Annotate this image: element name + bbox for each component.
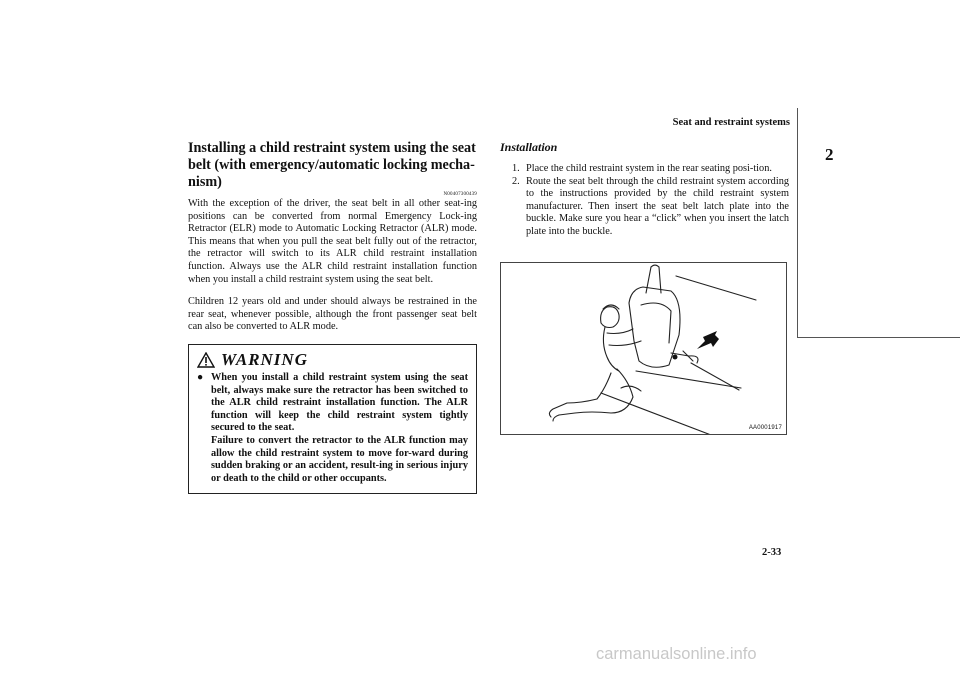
- chapter-tab: [797, 108, 960, 338]
- step-number: 2.: [512, 175, 520, 187]
- warning-box: [188, 344, 477, 494]
- running-header: Seat and restraint systems: [672, 117, 790, 128]
- chapter-number: 2: [825, 145, 834, 164]
- warning-text-line-2: Failure to convert the retractor to the ALR function may allow the child restraint system to move for-ward during sudden braking or an accident, result-ing in serious injury or death to the child or other occupants.: [211, 434, 468, 484]
- page-number: 2-33: [762, 547, 782, 558]
- paragraph-alr-mode: With the exception of the driver, the seat belt in all other seat-ing positions can be converted from normal Emergency Lock-ing Retractor (ELR) mode to Automatic Locking Retractor (ALR) mode. This means that when you pull the seat belt fully out of the retractor, the retractor will switch to its ALR child restraint installation function. Always use the ALR child restraint installation function when you install a child restraint system using the seat belt.: [188, 198, 477, 285]
- step-text: Route the seat belt through the child restraint system according to the instructions provided by the child restraint system manufacturer. Then insert the seat belt latch plate into the buckle. Make sure you hear a “click” when you insert the latch plate into the buckle.: [526, 175, 789, 237]
- warning-text: [211, 372, 468, 485]
- section-title: Installing a child restraint system using the seat belt (with emergency/automatic locking mecha-nism): [188, 140, 476, 190]
- figure-code: AA0001917: [748, 425, 782, 431]
- watermark: carmanualsonline.info: [596, 645, 757, 663]
- right-column: [500, 140, 789, 239]
- child-seat-installation-illustration: [501, 263, 786, 434]
- bullet-icon: ●: [197, 371, 204, 383]
- warning-text-line-1: When you install a child restraint system using the seat belt, always make sure the retractor has been switched to the ALR child restraint installation function. The ALR function will keep the child restraint system tightly secured to the seat.: [211, 371, 468, 434]
- paragraph-children-rear-seat: Children 12 years old and under should always be restrained in the rear seat, whenever possible, although the front passenger seat belt can also be converted to ALR mode.: [188, 296, 477, 333]
- step-item: [512, 163, 789, 176]
- installation-illustration: [500, 262, 787, 435]
- warning-item: [197, 372, 468, 485]
- installation-heading: Installation: [500, 140, 558, 154]
- section-code: N00407300439: [443, 192, 477, 197]
- warning-title: WARNING: [221, 349, 308, 369]
- step-number: 1.: [512, 163, 520, 174]
- warning-header: [197, 348, 468, 372]
- step-text: Place the child restraint system in the rear seating posi-tion.: [526, 163, 772, 174]
- warning-triangle-icon: [197, 352, 215, 368]
- left-column: [188, 140, 477, 494]
- step-item: [512, 176, 789, 239]
